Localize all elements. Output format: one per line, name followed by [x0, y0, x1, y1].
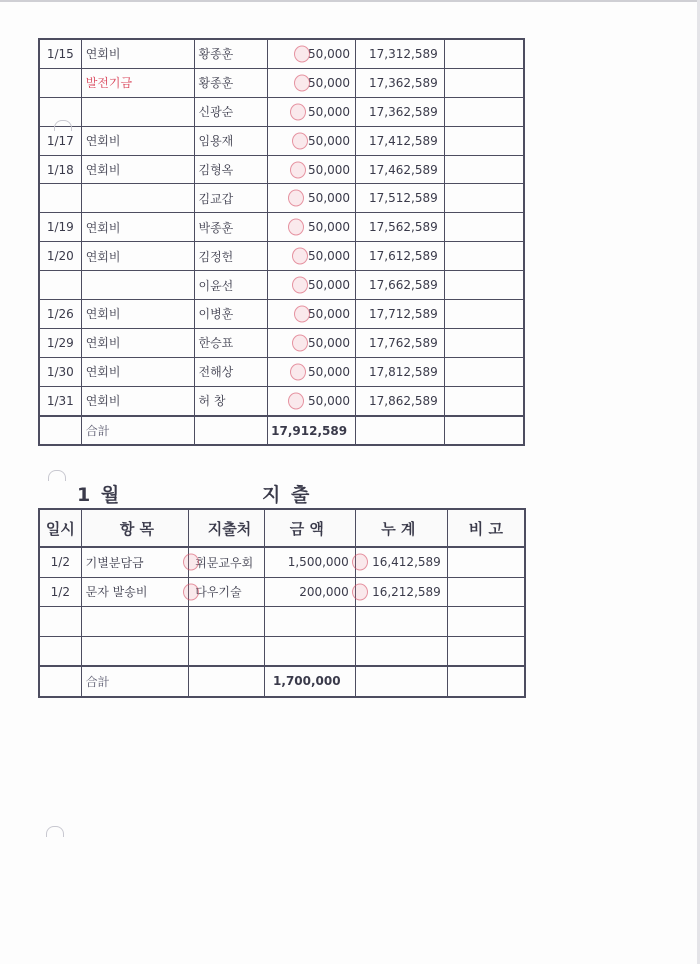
row-name: 한승표 [194, 328, 268, 357]
row-amount [268, 300, 356, 329]
row-item: 발전기금 [81, 68, 194, 97]
row-amount [268, 328, 356, 357]
seal-stamp-icon [290, 363, 306, 380]
row-cumulative-value: 16,412,589 [372, 555, 441, 570]
row-date: 1/20 [39, 242, 81, 271]
row-name: 김정헌 [194, 242, 268, 271]
row-payee [189, 577, 265, 607]
seal-stamp-icon [290, 161, 306, 178]
row-note [447, 547, 525, 577]
header-cumulative: 누 계 [355, 509, 447, 547]
row-name: 박종훈 [194, 213, 268, 242]
row-date: 1/2 [39, 577, 81, 607]
income-row [39, 39, 524, 68]
row-payee-value: 다우기술 [195, 585, 242, 600]
row-amount [268, 184, 356, 213]
row-amount [268, 97, 356, 126]
row-cumulative: 17,512,589 [356, 184, 445, 213]
income-row [39, 97, 524, 126]
row-amount [268, 213, 356, 242]
row-cumulative: 17,462,589 [356, 155, 445, 184]
total-note [447, 666, 525, 697]
row-note [444, 300, 524, 329]
row-amount-value: 50,000 [308, 306, 351, 321]
header-payee: 지출처 [189, 509, 265, 547]
row-amount-value: 50,000 [308, 364, 351, 379]
row-payee [189, 607, 265, 637]
row-amount [264, 636, 355, 666]
row-date [39, 68, 81, 97]
seal-stamp-icon [294, 305, 310, 322]
row-date: 1/26 [39, 300, 81, 329]
expense-section-title: 지 출 [262, 484, 312, 506]
row-item [81, 184, 194, 213]
row-cumulative: 17,362,589 [356, 97, 445, 126]
row-amount-value: 50,000 [308, 249, 351, 264]
row-note [444, 386, 524, 415]
binder-hole-mark [54, 120, 72, 131]
income-ledger-body [39, 39, 524, 445]
row-amount [268, 126, 356, 155]
row-amount-value: 50,000 [308, 46, 351, 61]
scan-edge [0, 0, 700, 2]
row-cumulative: 17,562,589 [356, 213, 445, 242]
row-payee-value: 휘문교우회 [195, 555, 254, 570]
row-cumulative: 17,812,589 [356, 357, 445, 386]
row-amount-value: 50,000 [308, 393, 351, 408]
row-cumulative: 17,412,589 [356, 126, 445, 155]
expense-ledger-body [39, 547, 525, 697]
income-total-row [39, 416, 524, 446]
total-payee [189, 666, 265, 697]
expense-total-row [39, 666, 525, 697]
row-note [444, 213, 524, 242]
expense-header-row [39, 509, 525, 547]
row-note [444, 155, 524, 184]
seal-stamp-icon [352, 554, 368, 571]
row-note [447, 636, 525, 666]
row-amount [264, 607, 355, 637]
income-row [39, 271, 524, 300]
row-note [444, 126, 524, 155]
row-amount-value: 50,000 [308, 162, 351, 177]
row-amount: 200,000 [264, 577, 355, 607]
row-note [444, 242, 524, 271]
row-amount-value: 50,000 [308, 133, 351, 148]
seal-stamp-icon [292, 132, 308, 149]
total-label: 合計 [81, 666, 189, 697]
row-cumulative [355, 607, 447, 637]
income-row [39, 242, 524, 271]
total-name [194, 416, 268, 446]
row-amount-value: 50,000 [308, 104, 351, 119]
row-cumulative-value: 16,212,589 [372, 584, 441, 599]
total-amount: 17,912,589 [268, 416, 356, 446]
expense-ledger-table [38, 508, 526, 698]
seal-stamp-icon [183, 554, 199, 571]
row-cumulative: 17,312,589 [356, 39, 445, 68]
row-note [447, 577, 525, 607]
row-cumulative: 17,712,589 [356, 300, 445, 329]
row-amount-value: 50,000 [308, 335, 351, 350]
seal-stamp-icon [292, 334, 308, 351]
header-note: 비 고 [447, 509, 525, 547]
row-amount [268, 386, 356, 415]
row-date [39, 636, 81, 666]
row-cumulative: 17,612,589 [356, 242, 445, 271]
seal-stamp-icon [288, 219, 304, 236]
row-name: 황종훈 [194, 39, 268, 68]
income-row [39, 213, 524, 242]
row-date: 1/17 [39, 126, 81, 155]
row-item [81, 97, 194, 126]
row-note [444, 357, 524, 386]
binder-hole-mark [48, 470, 66, 481]
row-note [444, 328, 524, 357]
row-name: 황종훈 [194, 68, 268, 97]
income-row [39, 68, 524, 97]
row-note [444, 271, 524, 300]
row-amount-value: 50,000 [308, 75, 351, 90]
row-item: 연회비 [81, 328, 194, 357]
seal-stamp-icon [292, 248, 308, 265]
seal-stamp-icon [290, 103, 306, 120]
row-payee [189, 636, 265, 666]
row-date: 1/15 [39, 39, 81, 68]
row-name: 김형옥 [194, 155, 268, 184]
income-row [39, 357, 524, 386]
row-cumulative [355, 547, 447, 577]
row-amount-value: 50,000 [308, 191, 351, 206]
header-amount: 금 액 [264, 509, 355, 547]
row-name: 신광순 [194, 97, 268, 126]
row-name: 허 창 [194, 386, 268, 415]
row-amount [268, 271, 356, 300]
seal-stamp-icon [288, 190, 304, 207]
row-note [444, 39, 524, 68]
row-note [444, 97, 524, 126]
seal-stamp-icon [183, 583, 199, 600]
row-note [444, 184, 524, 213]
total-date [39, 416, 81, 446]
income-row [39, 386, 524, 415]
row-name: 이병훈 [194, 300, 268, 329]
row-cumulative: 17,862,589 [356, 386, 445, 415]
income-row [39, 126, 524, 155]
row-amount-value: 50,000 [308, 278, 351, 293]
total-amount: 1,700,000 [264, 666, 355, 697]
row-date: 1/2 [39, 547, 81, 577]
seal-stamp-icon [352, 583, 368, 600]
expense-row [39, 636, 525, 666]
row-amount [268, 39, 356, 68]
header-item: 항 목 [81, 509, 189, 547]
expense-row [39, 607, 525, 637]
income-ledger-table [38, 38, 525, 446]
total-label: 合計 [81, 416, 194, 446]
row-amount [268, 155, 356, 184]
expense-row [39, 547, 525, 577]
expense-row [39, 577, 525, 607]
row-name: 김교갑 [194, 184, 268, 213]
row-payee [189, 547, 265, 577]
row-cumulative: 17,762,589 [356, 328, 445, 357]
row-item: 연회비 [81, 386, 194, 415]
row-name: 전해상 [194, 357, 268, 386]
income-row [39, 300, 524, 329]
row-item [81, 271, 194, 300]
row-item: 기별분담금 [81, 547, 189, 577]
row-item [81, 636, 189, 666]
row-amount [268, 357, 356, 386]
row-date: 1/29 [39, 328, 81, 357]
row-item: 연회비 [81, 39, 194, 68]
income-row [39, 155, 524, 184]
row-note [447, 607, 525, 637]
row-item: 연회비 [81, 300, 194, 329]
row-item: 문자 발송비 [81, 577, 189, 607]
row-item: 연회비 [81, 155, 194, 184]
row-date [39, 607, 81, 637]
total-date [39, 666, 81, 697]
row-amount [268, 68, 356, 97]
total-cumulative [356, 416, 445, 446]
row-date: 1/18 [39, 155, 81, 184]
row-name: 임용재 [194, 126, 268, 155]
seal-stamp-icon [294, 45, 310, 62]
row-cumulative [355, 577, 447, 607]
row-amount-value: 50,000 [308, 220, 351, 235]
row-cumulative: 17,662,589 [356, 271, 445, 300]
row-name: 이윤선 [194, 271, 268, 300]
row-date: 1/30 [39, 357, 81, 386]
row-amount: 1,500,000 [264, 547, 355, 577]
income-row [39, 328, 524, 357]
row-item: 연회비 [81, 213, 194, 242]
seal-stamp-icon [294, 74, 310, 91]
income-row [39, 184, 524, 213]
row-cumulative: 17,362,589 [356, 68, 445, 97]
month-label: 1 월 [77, 484, 122, 506]
row-item: 연회비 [81, 357, 194, 386]
row-date [39, 271, 81, 300]
seal-stamp-icon [288, 392, 304, 409]
row-amount [268, 242, 356, 271]
row-note [444, 68, 524, 97]
row-item: 연회비 [81, 126, 194, 155]
seal-stamp-icon [292, 277, 308, 294]
binder-hole-mark [46, 826, 64, 837]
header-date: 일시 [39, 509, 81, 547]
row-date: 1/31 [39, 386, 81, 415]
row-date: 1/19 [39, 213, 81, 242]
row-item: 연회비 [81, 242, 194, 271]
row-cumulative [355, 636, 447, 666]
row-item [81, 607, 189, 637]
row-date [39, 184, 81, 213]
total-note [444, 416, 524, 446]
total-cumulative [355, 666, 447, 697]
